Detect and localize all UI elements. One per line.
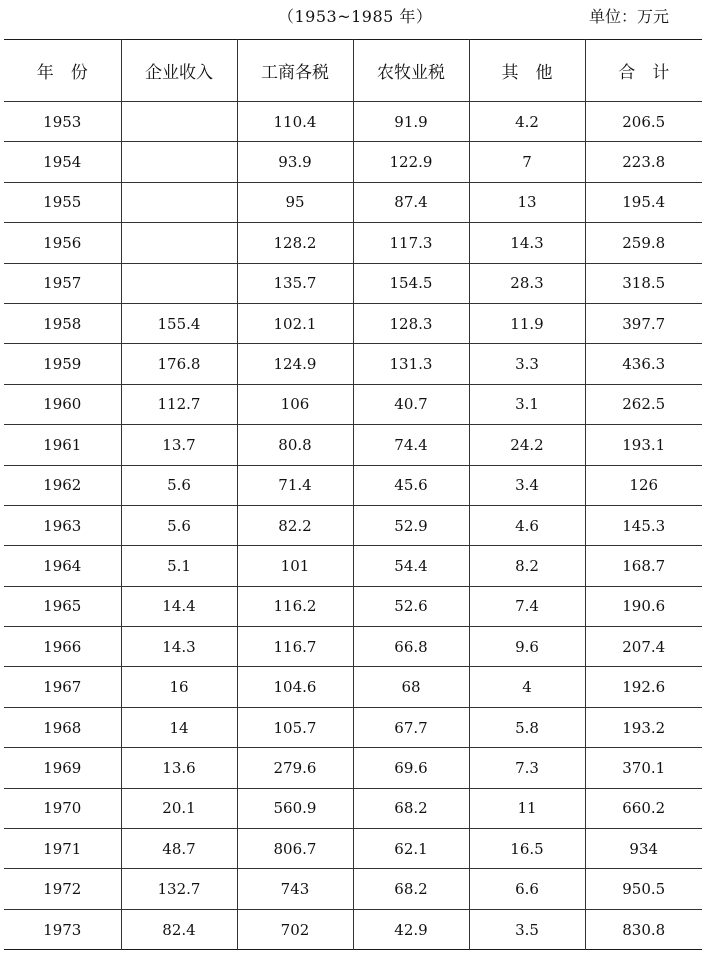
table-row xyxy=(4,303,702,343)
cell-enterprise-income: 48.7 xyxy=(121,829,237,869)
cell-year: 1966 xyxy=(4,627,121,667)
header-year: 年 份 xyxy=(4,40,121,102)
cell-year: 1954 xyxy=(4,142,121,182)
cell-total: 207.4 xyxy=(585,627,702,667)
cell-year: 1973 xyxy=(43,920,82,939)
table-row xyxy=(4,586,702,626)
cell-total: 195.4 xyxy=(585,182,702,222)
cell-agricultural-tax: 42.9 xyxy=(353,909,469,949)
cell-other: 5.8 xyxy=(469,707,585,747)
header-agricultural-tax: 农牧业税 xyxy=(353,40,469,102)
cell-industrial-commercial-tax: 110.4 xyxy=(237,102,353,142)
cell-agricultural-tax: 62.1 xyxy=(353,829,469,869)
cell-other: 9.6 xyxy=(469,627,585,667)
cell-agricultural-tax: 68.2 xyxy=(353,788,469,828)
cell-other: 8.2 xyxy=(469,546,585,586)
cell-agricultural-tax: 131.3 xyxy=(353,344,469,384)
cell-industrial-commercial-tax: 806.7 xyxy=(237,829,353,869)
cell-enterprise-income xyxy=(121,263,237,303)
cell-total: 206.5 xyxy=(585,102,702,142)
table-row xyxy=(4,829,702,869)
cell-enterprise-income: 5.1 xyxy=(121,546,237,586)
cell-other: 7.3 xyxy=(469,748,585,788)
cell-agricultural-tax: 74.4 xyxy=(353,425,469,465)
cell-other: 3.5 xyxy=(469,909,585,949)
cell-enterprise-income xyxy=(121,182,237,222)
cell-total: 370.1 xyxy=(585,748,702,788)
cell-other: 16.5 xyxy=(469,829,585,869)
cell-other: 7.4 xyxy=(469,586,585,626)
cell-other: 3.1 xyxy=(469,384,585,424)
cell-industrial-commercial-tax: 135.7 xyxy=(237,263,353,303)
cell-agricultural-tax: 52.9 xyxy=(353,505,469,545)
cell-agricultural-tax: 45.6 xyxy=(353,465,469,505)
cell-other: 6.6 xyxy=(469,869,585,909)
cell-agricultural-tax: 68.2 xyxy=(353,869,469,909)
cell-total: 436.3 xyxy=(585,344,702,384)
cell-agricultural-tax: 40.7 xyxy=(353,384,469,424)
cell-industrial-commercial-tax: 106 xyxy=(237,384,353,424)
cell-enterprise-income: 14.3 xyxy=(121,627,237,667)
cell-industrial-commercial-tax: 93.9 xyxy=(237,142,353,182)
cell-total: 830.8 xyxy=(585,909,702,949)
cell-industrial-commercial-tax: 104.6 xyxy=(237,667,353,707)
cell-year: 1960 xyxy=(4,384,121,424)
period-label: （1953~1985 年） xyxy=(278,7,433,26)
cell-industrial-commercial-tax: 102.1 xyxy=(237,303,353,343)
cell-agricultural-tax: 67.7 xyxy=(353,707,469,747)
table-row xyxy=(4,505,702,545)
table-body xyxy=(4,102,702,950)
table-row xyxy=(4,627,702,667)
cell-agricultural-tax: 117.3 xyxy=(353,223,469,263)
cell-year: 1953 xyxy=(4,102,121,142)
cell-enterprise-income: 13.7 xyxy=(121,425,237,465)
cell-year: 1964 xyxy=(4,546,121,586)
cell-other: 24.2 xyxy=(469,425,585,465)
cell-industrial-commercial-tax: 116.2 xyxy=(237,586,353,626)
cell-other: 28.3 xyxy=(469,263,585,303)
table-row xyxy=(4,182,702,222)
cell-total: 660.2 xyxy=(585,788,702,828)
cell-agricultural-tax: 91.9 xyxy=(353,102,469,142)
cell-industrial-commercial-tax: 80.8 xyxy=(237,425,353,465)
cell-year: 1958 xyxy=(4,303,121,343)
table-row xyxy=(4,102,702,142)
cell-agricultural-tax: 52.6 xyxy=(353,586,469,626)
cell-year: 1971 xyxy=(4,829,121,869)
cell-enterprise-income: 14 xyxy=(121,707,237,747)
cell-total: 934 xyxy=(585,829,702,869)
cell-year: 1957 xyxy=(4,263,121,303)
cell-agricultural-tax: 54.4 xyxy=(353,546,469,586)
cell-enterprise-income: 82.4 xyxy=(121,909,237,949)
cell-other: 7 xyxy=(469,142,585,182)
cell-total: 193.1 xyxy=(585,425,702,465)
table-row xyxy=(4,869,702,909)
cell-enterprise-income xyxy=(121,102,237,142)
table-row xyxy=(4,263,702,303)
cell-enterprise-income: 14.4 xyxy=(121,586,237,626)
table-row xyxy=(4,748,702,788)
cell-agricultural-tax: 122.9 xyxy=(353,142,469,182)
table-row xyxy=(4,667,702,707)
cell-other: 13 xyxy=(469,182,585,222)
cell-agricultural-tax: 154.5 xyxy=(353,263,469,303)
cell-year: 1968 xyxy=(4,707,121,747)
table-row xyxy=(4,425,702,465)
cell-enterprise-income: 20.1 xyxy=(121,788,237,828)
table-row xyxy=(4,384,702,424)
cell-agricultural-tax: 128.3 xyxy=(353,303,469,343)
cell-industrial-commercial-tax: 95 xyxy=(237,182,353,222)
revenue-table xyxy=(4,39,702,950)
cell-year: 1959 xyxy=(4,344,121,384)
cell-enterprise-income: 155.4 xyxy=(121,303,237,343)
cell-other: 11 xyxy=(469,788,585,828)
cell-industrial-commercial-tax: 279.6 xyxy=(237,748,353,788)
cell-total: 223.8 xyxy=(585,142,702,182)
cell-industrial-commercial-tax: 128.2 xyxy=(237,223,353,263)
cell-industrial-commercial-tax: 743 xyxy=(237,869,353,909)
cell-other: 3.3 xyxy=(469,344,585,384)
cell-year: 1969 xyxy=(4,748,121,788)
cell-enterprise-income xyxy=(121,142,237,182)
cell-year: 1962 xyxy=(4,465,121,505)
header-total: 合 计 xyxy=(585,40,702,102)
cell-enterprise-income: 13.6 xyxy=(121,748,237,788)
header-other: 其 他 xyxy=(469,40,585,102)
cell-year: 1963 xyxy=(4,505,121,545)
table-row xyxy=(4,788,702,828)
cell-total: 192.6 xyxy=(585,667,702,707)
unit-label: 单位：万元 xyxy=(588,7,669,26)
cell-year: 1972 xyxy=(4,869,121,909)
cell-total: 190.6 xyxy=(585,586,702,626)
cell-total: 950.5 xyxy=(585,869,702,909)
cell-enterprise-income: 16 xyxy=(121,667,237,707)
cell-year: 1961 xyxy=(4,425,121,465)
table-row xyxy=(4,707,702,747)
cell-total: 259.8 xyxy=(585,223,702,263)
cell-total: 168.7 xyxy=(585,546,702,586)
cell-industrial-commercial-tax: 124.9 xyxy=(237,344,353,384)
cell-total: 126 xyxy=(585,465,702,505)
cell-agricultural-tax: 66.8 xyxy=(353,627,469,667)
cell-other: 4.2 xyxy=(469,102,585,142)
cell-other: 4.6 xyxy=(469,505,585,545)
cell-industrial-commercial-tax: 101 xyxy=(237,546,353,586)
cell-enterprise-income xyxy=(121,223,237,263)
table-caption xyxy=(0,0,709,32)
cell-agricultural-tax: 68 xyxy=(353,667,469,707)
cell-total: 193.2 xyxy=(585,707,702,747)
cell-industrial-commercial-tax: 71.4 xyxy=(237,465,353,505)
cell-enterprise-income: 5.6 xyxy=(121,465,237,505)
cell-other: 4 xyxy=(469,667,585,707)
table-row xyxy=(4,465,702,505)
cell-industrial-commercial-tax: 116.7 xyxy=(237,627,353,667)
cell-agricultural-tax: 87.4 xyxy=(353,182,469,222)
cell-industrial-commercial-tax: 82.2 xyxy=(237,505,353,545)
cell-other: 3.4 xyxy=(469,465,585,505)
cell-enterprise-income: 5.6 xyxy=(121,505,237,545)
cell-year: 1965 xyxy=(4,586,121,626)
cell-enterprise-income: 112.7 xyxy=(121,384,237,424)
cell-total: 318.5 xyxy=(585,263,702,303)
cell-other: 14.3 xyxy=(469,223,585,263)
cell-total: 262.5 xyxy=(585,384,702,424)
cell-year: 1956 xyxy=(4,223,121,263)
cell-year: 1955 xyxy=(4,182,121,222)
cell-enterprise-income: 176.8 xyxy=(121,344,237,384)
table-row xyxy=(4,142,702,182)
cell-year: 1970 xyxy=(4,788,121,828)
table-row xyxy=(4,909,702,949)
table-row xyxy=(4,223,702,263)
cell-enterprise-income: 132.7 xyxy=(121,869,237,909)
cell-total: 397.7 xyxy=(585,303,702,343)
cell-agricultural-tax: 69.6 xyxy=(353,748,469,788)
header-industrial-commercial-tax: 工商各税 xyxy=(237,40,353,102)
cell-industrial-commercial-tax: 560.9 xyxy=(237,788,353,828)
table-row xyxy=(4,546,702,586)
cell-other: 11.9 xyxy=(469,303,585,343)
header-enterprise-income: 企业收入 xyxy=(121,40,237,102)
table-header-row xyxy=(4,40,702,102)
table-row xyxy=(4,344,702,384)
cell-total: 145.3 xyxy=(585,505,702,545)
cell-year: 1967 xyxy=(4,667,121,707)
cell-industrial-commercial-tax: 702 xyxy=(237,909,353,949)
cell-industrial-commercial-tax: 105.7 xyxy=(237,707,353,747)
